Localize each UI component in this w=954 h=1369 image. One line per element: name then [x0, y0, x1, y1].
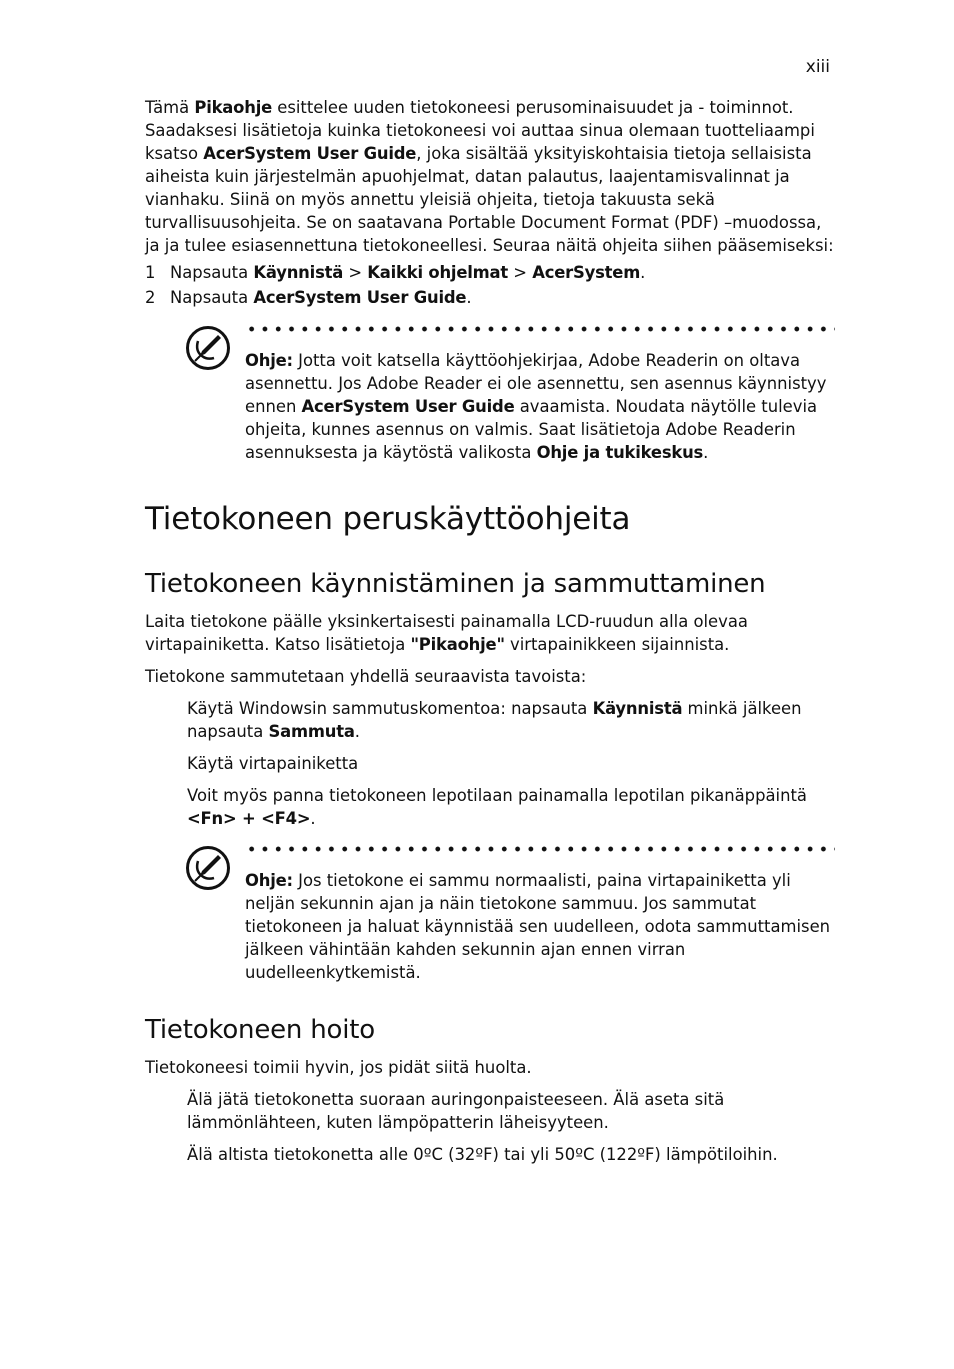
- list-item: Voit myös panna tietokoneen lepotilaan painamalla lepotilan pikanäppäintä <Fn> + <F4>.: [187, 786, 807, 828]
- main-heading: Tietokoneen peruskäyttöohjeita: [145, 501, 631, 537]
- note-text: Ohje: Jos tietokone ei sammu normaalisti, paina virtapainiketta yli neljän sekunnin ajan ja näin tietokone sammuu. Jos sammutat tietokoneen ja haluat käynnistää sen uudelleen, odota sammuttamisen jälkeen vähintään kahden sekunnin ajan ennen virran uudelleenkytkemistä.: [245, 871, 831, 982]
- page-content: [145, 96, 835, 1175]
- step-number: 1: [145, 263, 156, 282]
- page-number: xiii: [805, 57, 830, 77]
- list-item: [145, 261, 835, 284]
- section-heading-care: Tietokoneen hoito: [145, 1015, 375, 1045]
- dotted-separator: [245, 845, 835, 853]
- section-heading-power: Tietokoneen käynnistäminen ja sammuttaminen: [145, 569, 766, 599]
- intro-paragraph: [145, 96, 835, 257]
- steps-list: [145, 261, 835, 309]
- intro-text: , joka sisältää yksityiskohtaisia tietoja sellaisista aiheista kuin järjestelmän apuohjelmat, datan palautus, laajentamisvalinnat ja vianhaku. Siinä on myös annettu yleisiä ohjeita, tietoja takuusta sekä turvallisuusohjeita. Se on saatavana Portable Document Format (PDF) –muodossa, ja ja tulee esiasennettuna tietokoneellesi. Seuraa näitä ohjeita siihen pääsemiseksi:: [145, 144, 834, 255]
- note-pen-icon: [185, 325, 231, 371]
- shutdown-intro: Tietokone sammutetaan yhdellä seuraavista tavoista:: [145, 667, 587, 686]
- list-item: Käytä virtapainiketta: [187, 754, 359, 773]
- intro-text: esittelee uuden tietokoneesi perusominaisuudet ja - toiminnot. Saadaksesi lisätietoja kuinka tietokoneesi voi auttaa sinua olemaan tuotteliaampi ksatso: [145, 98, 815, 163]
- step-number: 2: [145, 288, 156, 307]
- note-label: Ohje:: [245, 871, 293, 890]
- power-paragraph: Laita tietokone päälle yksinkertaisesti painamalla LCD-ruudun alla olevaa virtapainiketta. Katso lisätietoja "Pikaohje" virtapainikkeen sijainnista.: [145, 612, 748, 654]
- note-box: [145, 845, 835, 984]
- intro-bold-user-guide: AcerSystem User Guide: [203, 144, 417, 163]
- dotted-separator: [245, 325, 835, 333]
- intro-bold-pikaohje: Pikaohje: [194, 98, 273, 117]
- list-item: Käytä Windowsin sammutuskomentoa: napsauta Käynnistä minkä jälkeen napsauta Sammuta.: [187, 699, 802, 741]
- note-text: Ohje: Jotta voit katsella käyttöohjekirjaa, Adobe Readerin on oltava asennettu. Jos Adobe Reader ei ole asennettu, sen asennus käynnistyy ennen AcerSystem User Guide avaamista. Noudata näytölle tulevia ohjeita, kunnes asennus on valmis. Saat lisätietoja Adobe Readerin asennuksesta ja käytöstä valikosta Ohje ja tukikeskus.: [245, 351, 827, 462]
- note-box: [145, 325, 835, 464]
- care-paragraph: Tietokoneesi toimii hyvin, jos pidät siitä huolta.: [145, 1058, 532, 1077]
- list-item: Älä altista tietokonetta alle 0ºC (32ºF) tai yli 50ºC (122ºF) lämpötiloihin.: [187, 1145, 778, 1164]
- list-item: [145, 286, 835, 309]
- intro-text: Tämä: [145, 98, 195, 117]
- note-pen-icon: [185, 845, 231, 891]
- step-text: Napsauta Käynnistä > Kaikki ohjelmat > AcerSystem.: [170, 263, 646, 282]
- note-label: Ohje:: [245, 351, 293, 370]
- step-text: Napsauta AcerSystem User Guide.: [170, 288, 472, 307]
- list-item: Älä jätä tietokonetta suoraan auringonpaisteeseen. Älä aseta sitä lämmönlähteen, kuten lämpöpatterin läheisyyteen.: [187, 1090, 725, 1132]
